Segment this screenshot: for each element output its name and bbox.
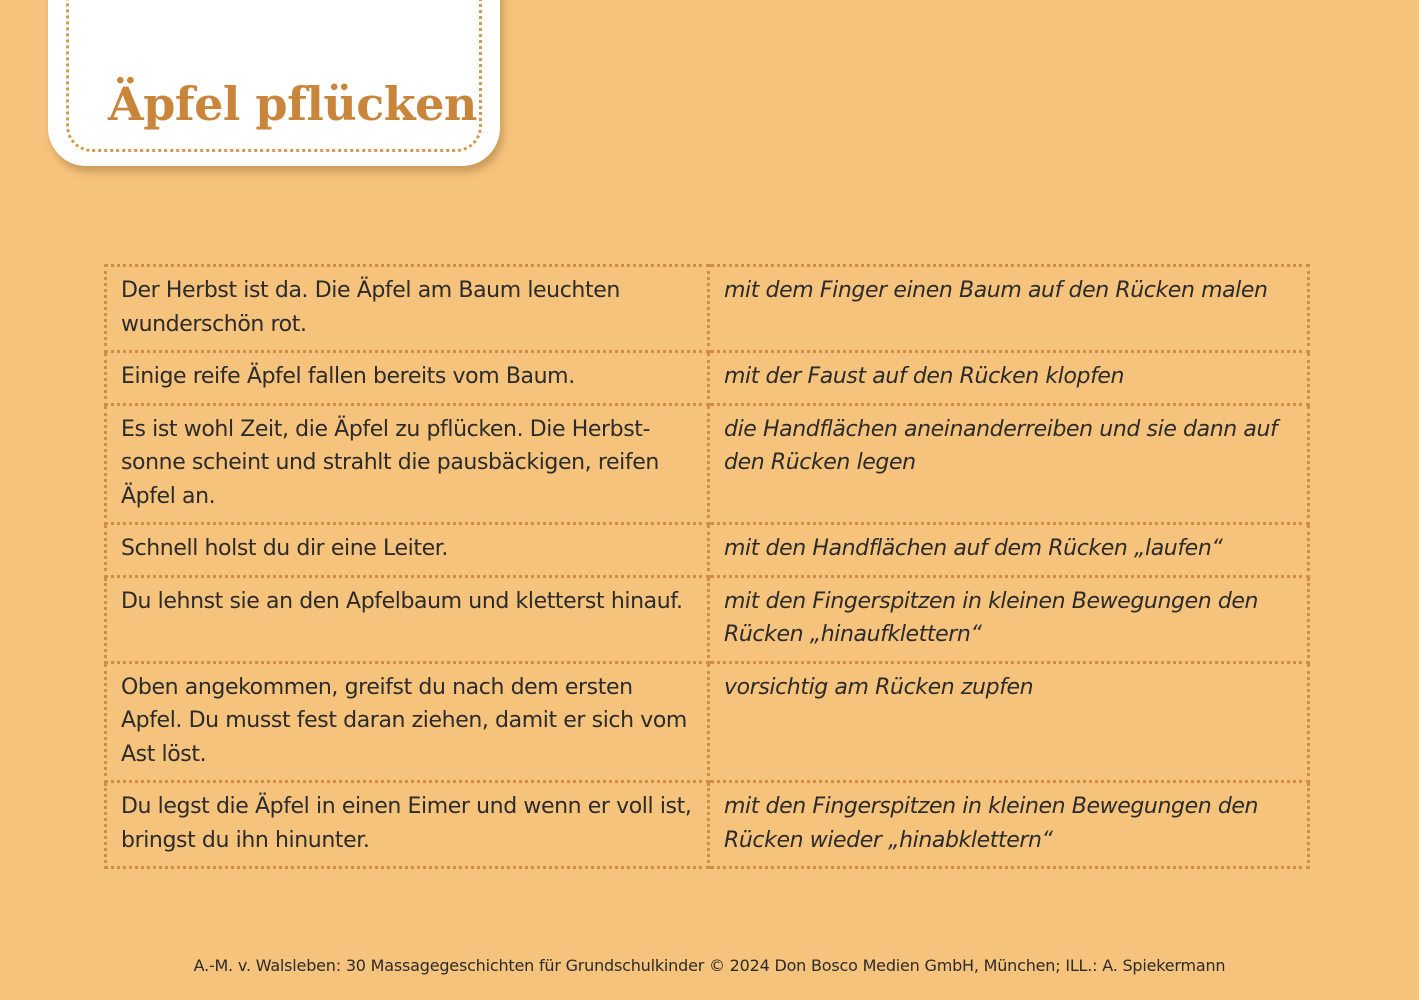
massage-action-cell: mit den Fingerspitzen in kleinen Bewegungen den Rücken „hinaufklettern“ <box>709 576 1309 662</box>
table-row <box>106 576 1309 662</box>
story-text-cell: Oben angekommen, greifst du nach dem ersten Apfel. Du musst fest daran ziehen, damit er sich vom Ast löst. <box>106 662 709 782</box>
massage-action-cell: mit den Handflächen auf dem Rücken „laufen“ <box>709 524 1309 577</box>
page-title: Äpfel pflücken <box>108 77 477 131</box>
massage-action-cell: mit den Fingerspitzen in kleinen Bewegungen den Rücken wieder „hinabklettern“ <box>709 782 1309 868</box>
story-text-cell: Schnell holst du dir eine Leiter. <box>106 524 709 577</box>
massage-action-cell: vorsichtig am Rücken zupfen <box>709 662 1309 782</box>
story-text-cell: Du lehnst sie an den Apfelbaum und kletterst hinauf. <box>106 576 709 662</box>
table-row <box>106 404 1309 524</box>
table-row <box>106 266 1309 352</box>
story-text-cell: Du legst die Äpfel in einen Eimer und wenn er voll ist, bringst du ihn hinunter. <box>106 782 709 868</box>
story-text-cell: Einige reife Äpfel fallen bereits vom Baum. <box>106 352 709 405</box>
massage-action-cell: mit der Faust auf den Rücken klopfen <box>709 352 1309 405</box>
table-row <box>106 524 1309 577</box>
massage-action-cell: mit dem Finger einen Baum auf den Rücken malen <box>709 266 1309 352</box>
table-row <box>106 662 1309 782</box>
story-text-cell: Der Herbst ist da. Die Äpfel am Baum leuchten wunderschön rot. <box>106 266 709 352</box>
massage-action-cell: die Handflächen aneinanderreiben und sie dann auf den Rücken legen <box>709 404 1309 524</box>
table-row <box>106 782 1309 868</box>
story-table <box>104 264 1310 869</box>
table-row <box>106 352 1309 405</box>
story-text-cell: Es ist wohl Zeit, die Äpfel zu pflücken. Die Herbstsonne scheint und strahlt die pausbäckigen, reifen Äpfel an. <box>106 404 709 524</box>
copyright-footer: A.-M. v. Walsleben: 30 Massagegeschichten für Grundschulkinder © 2024 Don Bosco Medien GmbH, München; ILL.: A. Spiekermann <box>193 956 1226 975</box>
